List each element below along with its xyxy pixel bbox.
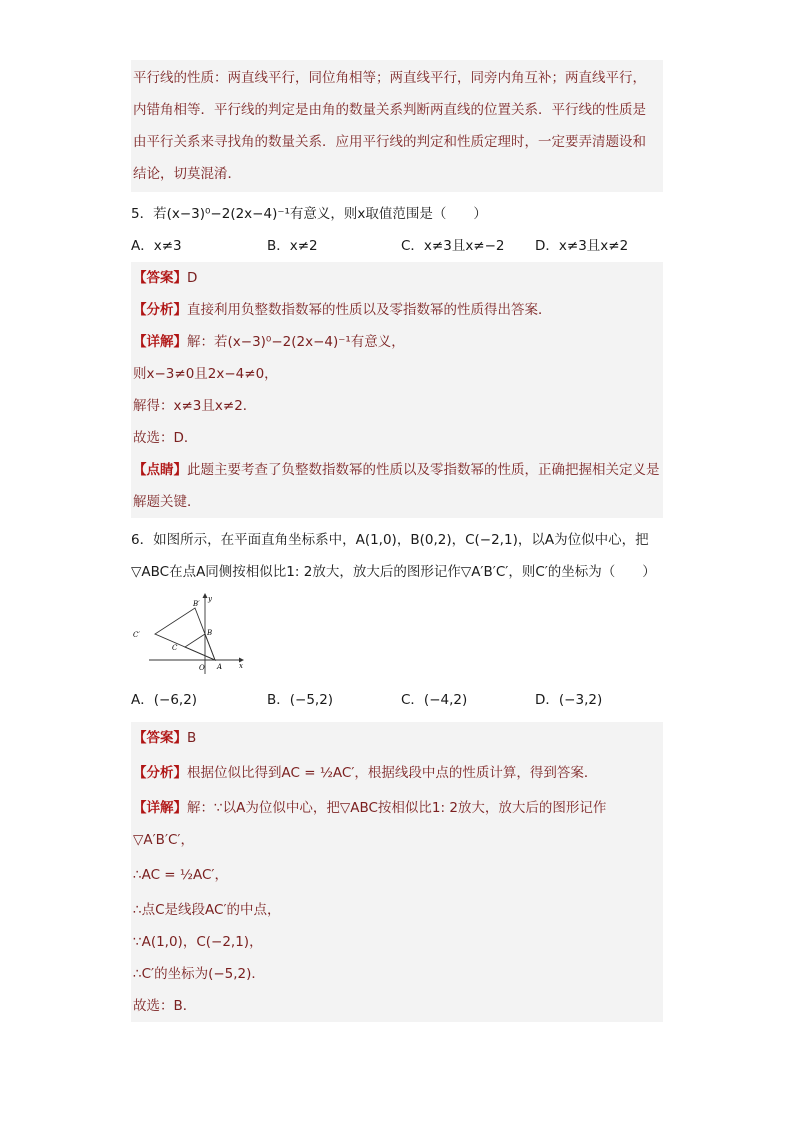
q5-detail-line: 解得：x≠3且x≠2． xyxy=(133,398,257,414)
q6-stem: 6．如图所示，在平面直角坐标系中，A(1,0)，B(0,2)，C(−2,1)，以A为位似中心，把▽ABC在点A同侧按相似比1: 2放大，放大后的图形记作▽A′B′C′，则C′的坐标为（ ） xyxy=(131,532,656,580)
q5-comment-text: 此题主要考查了负整数指数幂的性质以及零指数幂的性质，正确把握相关定义是解题关键． xyxy=(133,462,660,510)
q6-detail-row xyxy=(133,792,661,824)
q6-answer: B xyxy=(187,730,197,746)
q5-analysis-row xyxy=(133,294,661,326)
q5-solution xyxy=(131,262,663,518)
q6-detail-line: ▽A′B′C′， xyxy=(133,832,195,848)
comment-tag: 【点睛】 xyxy=(133,462,187,478)
q6-analysis: 根据位似比得到AC = ½AC′，根据线段中点的性质计算，得到答案． xyxy=(187,765,598,781)
q6-option-c: C．(−4,2) xyxy=(401,692,468,708)
q5-options xyxy=(131,230,663,262)
q6-detail-line: ∵A(1,0)，C(−2,1)， xyxy=(133,934,263,950)
q5-comment xyxy=(133,454,661,518)
q6-solution xyxy=(131,722,663,1022)
q6-answer-row xyxy=(133,722,661,754)
label-y: y xyxy=(208,595,212,603)
q6-analysis-row xyxy=(133,754,661,792)
analysis-tag: 【分析】 xyxy=(133,765,187,781)
q6-detail-line: ∴AC = ½AC′， xyxy=(133,867,228,883)
answer-tag: 【答案】 xyxy=(133,270,187,286)
document-page xyxy=(131,60,663,1022)
answer-tag: 【答案】 xyxy=(133,730,187,746)
q6-detail-line: 故选：B． xyxy=(133,998,197,1014)
label-o: O xyxy=(199,664,205,672)
label-x: x xyxy=(239,662,243,670)
q5-answer-row xyxy=(133,262,661,294)
q5-stem: 5．若(x−3)⁰−2(2x−4)⁻¹有意义，则x取值范围是（ ） xyxy=(131,206,487,222)
label-c-prime: C′ xyxy=(133,631,140,639)
detail-tag: 【详解】 xyxy=(133,334,187,350)
q5-detail-row xyxy=(133,326,661,358)
q5-option-b: B．x≠2 xyxy=(267,238,318,254)
q6-option-b: B．(−5,2) xyxy=(267,692,334,708)
q6-option-a: A．(−6,2) xyxy=(131,692,198,708)
coordinate-figure xyxy=(131,592,261,678)
q6-detail-line: ∴点C是线段AC′的中点， xyxy=(133,902,281,918)
q5-option-c: C．x≠3且x≠−2 xyxy=(401,238,505,254)
q5-analysis: 直接利用负整数指数幂的性质以及零指数幂的性质得出答案． xyxy=(187,302,552,318)
q5-detail-line: 解：若(x−3)⁰−2(2x−4)⁻¹有意义， xyxy=(187,334,405,350)
q6-option-d: D．(−3,2) xyxy=(535,692,603,708)
label-a: A xyxy=(217,663,223,671)
detail-tag: 【详解】 xyxy=(133,800,187,816)
intro-paragraph: 平行线的性质：两直线平行，同位角相等；两直线平行，同旁内角互补；两直线平行，内错角相等．平行线的判定是由角的数量关系判断两直线的位置关系．平行线的性质是由平行关系来寻找角的数量关系．应用平行线的判定和性质定理时，一定要弄清题设和结论，切莫混淆． xyxy=(131,60,663,192)
label-b: B xyxy=(207,629,213,637)
q6-detail-line: ∴C′的坐标为(−5,2)． xyxy=(133,966,265,982)
q5-detail-line: 则x−3≠0且2x−4≠0， xyxy=(133,366,278,382)
y-axis-arrow xyxy=(203,593,208,598)
q5-option-a: A．x≠3 xyxy=(131,238,182,254)
q5-detail-line: 故选：D． xyxy=(133,430,198,446)
label-b-prime: B′ xyxy=(193,600,200,608)
label-c: C xyxy=(172,644,178,652)
triangle-abc-prime xyxy=(155,608,215,660)
analysis-tag: 【分析】 xyxy=(133,302,187,318)
q6-figure xyxy=(131,592,663,678)
q6-options xyxy=(131,684,663,716)
q5-answer: D xyxy=(187,270,198,286)
triangle-abc xyxy=(185,634,215,660)
q5-option-d: D．x≠3且x≠2 xyxy=(535,238,629,254)
q6-detail-line: 解：∵以A为位似中心，把▽ABC按相似比1: 2放大，放大后的图形记作 xyxy=(187,800,607,816)
